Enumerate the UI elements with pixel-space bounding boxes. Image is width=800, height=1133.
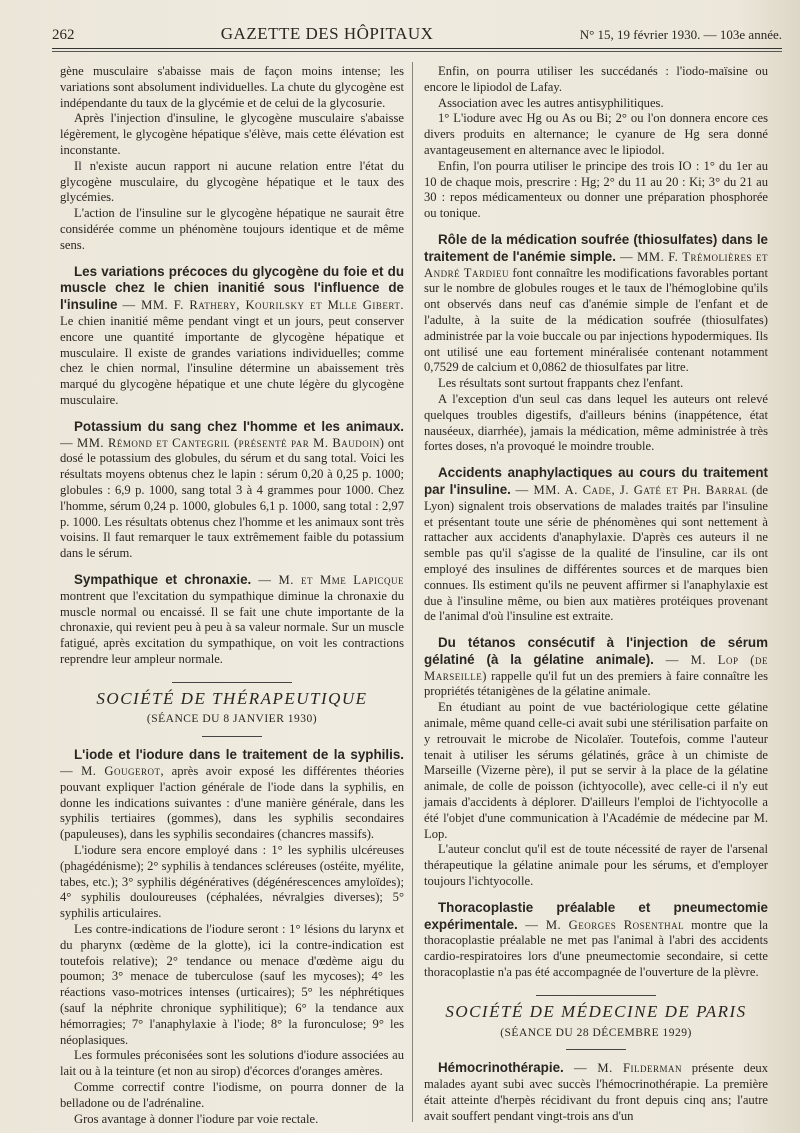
article-title: Hémocrinothérapie. <box>438 1060 564 1076</box>
header-rule <box>52 48 782 52</box>
article-paragraph <box>60 572 404 668</box>
article-title: Les variations précoces du glycogène du foie et du muscle chez le chien inanitié sous l'influence de l'insuline <box>60 263 404 313</box>
paragraph: L'action de l'insuline sur le glycogène hépatique ne saurait être considérée comme un phénomène toujours identique et de même sens. <box>60 206 404 252</box>
article-authors: — M. Filderman <box>563 1061 683 1076</box>
paragraph: Comme correctif contre l'iodisme, on pourra donner de la belladone ou de l'adrénaline. <box>60 1080 404 1110</box>
article <box>424 232 768 455</box>
article <box>424 635 768 890</box>
article-text: font connaître les modifications favorables portant sur le nombre de globules rouges et le taux de l'hémoglobine qu'ils ont observés dans neuf cas d'anémie simple de l'enfant et de l'adulte, à la suite de la médication soufrée (thiosulfates) administrée par la voie buccale ou par injections hypodermiques. Ils ont utilisé une eau fortement minéralisée contenant notamment 0,7529 de calcium et 0,0862 de thiosulfates par litre. <box>424 265 768 375</box>
article-title: L'iode et l'iodure dans le traitement de la syphilis. <box>74 747 404 763</box>
article-authors: — M. et Mme Lapicque <box>251 572 404 587</box>
paragraph: Gros avantage à donner l'iodure par voie rectale. <box>74 1111 319 1126</box>
article-authors: — M. Lop (de Marseille) <box>424 652 768 683</box>
article-title: Rôle de la médication soufrée (thiosulfates) dans le traitement de l'anémie simple. <box>424 231 768 264</box>
paragraph: Association avec les autres antisyphilitiques. <box>438 95 664 110</box>
article-text: présente deux malades ayant subi avec succès l'hémocrinothérapie. La première était atteinte d'herpès récidivant du front depuis cinq ans; l'autre avait souffert pendant vingt-trois ans d'un <box>424 1061 769 1123</box>
paragraph: Enfin, l'on pourra utiliser le principe des trois IO : 1° du 1er au 10 de chaque mois, prescrire : Hg; 2° du 11 au 20 : Ki; 3° du 21 au 30 : repos médicamenteux ou donner une préparation phosphorée ou tonique. <box>424 158 768 221</box>
paragraph: Enfin, on pourra utiliser les succédanés : l'iodo-maïsine ou encore le lipiodol de Lafay. <box>424 64 768 94</box>
article <box>60 419 404 562</box>
article-paragraph <box>424 465 768 625</box>
article-authors: — MM. Rémond et Cantegril (présenté par M. Baudoin) <box>60 435 385 450</box>
article-authors: — M. Georges Rosenthal <box>517 917 685 932</box>
society-heading <box>60 682 404 738</box>
society-session: (SÉANCE DU 8 JANVIER 1930) <box>146 713 318 726</box>
article-paragraph <box>424 1060 768 1124</box>
article-title: Thoracoplastie préalable et pneumectomie expérimentale. <box>424 899 768 932</box>
article <box>60 264 404 409</box>
article-paragraph <box>60 419 404 562</box>
article-title: Accidents anaphylactiques au cours du traitement par l'insuline. <box>424 465 768 497</box>
paragraph: Les formules préconisées sont les solutions d'iodure associées au lait ou à la teinture (et non au sirop) d'écorces d'oranges amères. <box>60 1048 404 1079</box>
right-column <box>424 64 768 1125</box>
divider <box>172 682 292 683</box>
article <box>60 572 404 668</box>
article-title: Du tétanos consécutif à l'injection de sérum gélatiné (à la gélatine animale). <box>424 635 768 667</box>
article-authors: — M. Gougerot, <box>60 764 165 779</box>
article-paragraph <box>424 635 768 700</box>
article-text: après avoir exposé les différentes théories pouvant expliquer l'action générale de l'iode dans la syphilis, en donne les indications suivantes : d'une manière générale, dans les syphilis tertiaires (gommes), dans les syphilis secondaires (papuleuses), dans les syphilis secondaires (chancres massifs). <box>60 764 405 842</box>
article-paragraph <box>424 900 768 981</box>
article-paragraph <box>424 232 768 376</box>
society-session: (SÉANCE DU 28 DÉCEMBRE 1929) <box>500 1026 692 1039</box>
paragraph: L'iodure sera encore employé dans : 1° les syphilis ulcéreuses (phagédénisme); 2° syphilis à tendances scléreuses (ostéite, myélite, tabes, etc.); 3° syphilis dégénératives (dégénérescences amyloïdes); 4° syphilis douloureuses (céphalées, névralgies diverses); 5° syphilis articulaires. <box>60 843 404 921</box>
page-header <box>52 24 782 46</box>
article-paragraph <box>60 747 404 843</box>
divider <box>566 1049 626 1050</box>
divider <box>536 995 656 996</box>
article-authors: — MM. F. Trémolières et André Tardieu <box>424 249 769 280</box>
paragraph: Après l'injection d'insuline, le glycogène musculaire s'abaisse légèrement, le glycogène hépatique s'élève, mais cette élévation est inconstante. <box>60 111 404 157</box>
left-column <box>60 64 404 1127</box>
article-text: montre que la thoracoplastie préalable ne met pas l'animal à l'abri des accidents cardio-respiratoires lors d'une pneumectomie secondaire, si cette thoracoplastie n'a pas été accompagnée de l'ouverture de la plèvre. <box>424 917 768 980</box>
article-title: Sympathique et chronaxie. <box>74 571 252 587</box>
article-text: Le chien inanitié même pendant vingt et un jours, peut conserver encore une quantité importante de glycogène hépatique et musculaire. Il existe de grandes variations individuelles; comme chez le chien normal, l'insuline détermine un abaissement très marqué du glycogène hépatique et une chute légère du glycogène musculaire. <box>60 313 404 407</box>
article-authors: — MM. A. Cade, J. Gaté et Ph. Barral <box>510 482 748 497</box>
article-paragraph <box>60 264 404 409</box>
article <box>424 465 768 625</box>
article <box>424 900 768 981</box>
issue-info: N° 15, 19 février 1930. — 103e année. <box>579 27 782 42</box>
article-text: rappelle qu'il fut un des premiers à faire connaître les propriétés tétanigènes de la gélatine animale. <box>424 668 768 699</box>
paragraph: Il n'existe aucun rapport ni aucune relation entre l'état du glycogène musculaire, du glycogène hépatique et le taux des glycémies. <box>60 158 404 205</box>
society-name: SOCIÉTÉ DE THÉRAPEUTIQUE <box>96 688 368 708</box>
paragraph: A l'exception d'un seul cas dans lequel les auteurs ont relevé quelques troubles digestifs, d'ailleurs bénins (inappétence, état nauséeux, diarrhée), jamais la médication, même administrée à très fortes doses, n'a provoqué le moindre trouble. <box>424 391 768 454</box>
column-divider <box>412 62 413 1122</box>
paragraph: Les contre-indications de l'iodure seront : 1° lésions du larynx et du pharynx (œdème de la glotte), ici la contre-indication est toutefois relative); 2° tendance ou menace d'œdème aigu du poumon; 3° menace de tuberculose (sauf les mycoses); 4° les réactions vaso-motrices intenses (urticaires); 5° les néphrétiques (sauf la néphrite chronique syphilitique); 6° la tendance aux hémorragies; 7° l'anaphylaxie à l'iode; 8° la furonculose; 9° les néoplasiques. <box>60 922 404 1047</box>
paragraph: L'auteur conclut qu'il est de toute nécessité de rayer de l'arsenal thérapeutique la gélatine animale pour les sérums, et d'employer toujours l'ichtyocolle. <box>424 842 768 889</box>
society-name: SOCIÉTÉ DE MÉDECINE DE PARIS <box>445 1001 747 1021</box>
article-text: ont dosé le potassium des globules, du sérum et du sang total. Voici les résultats moyens obtenus chez le lapin : sérum 0,20 à 0,25 p. 1000; globules : 6,9 p. 1000, sang total 3 à 4 grammes pour 1000. Chez l'homme, sérum 0,24 p. 1000, globules 6,1 p. 1000, sang total : 2,97 p. 1000. Les résultats obtenus chez l'homme et les animaux sont très voisins. Il faut remarquer le taux extrêmement faible du potassium dans le sérum. <box>60 435 404 561</box>
page-number: 262 <box>52 27 75 43</box>
article-text: (de Lyon) signalent trois observations de malades traités par l'insuline et présentant toute une série de phénomènes qui sont nettement à rattacher aux accidents d'anaphylaxie. D'après ces auteurs il ne semble pas qu'il s'agisse de la qualité de l'insuline, car ils ont employé des insulines de différentes sources et de marques bien connues. Ils estiment qu'ils ne peuvent affirmer si l'anaphylaxie est due à l'insuline même, ou bien aux matières protéiques provenant de l'animal d'où l'insuline est extraite. <box>424 482 768 624</box>
article-text: montrent que l'excitation du sympathique diminue la chronaxie du muscle normal ou encaissé. Il se fait une chute importante de la chronaxie, qui revient peu à peu à sa valeur normale. Sur un muscle fatigué, après excitation du sympathique, on voit les contractions reprendre leur ampleur normale. <box>60 588 404 666</box>
society-heading <box>424 995 768 1051</box>
paragraph: Les résultats sont surtout frappants chez l'enfant. <box>438 376 684 391</box>
paragraph: gène musculaire s'abaisse mais de façon moins intense; les variations sont absolument individuelles. La chute du glycogène est indépendante du taux de la glycémie et de celui de la glycosurie. <box>60 64 404 110</box>
divider <box>202 736 262 737</box>
journal-title: GAZETTE DES HÔPITAUX <box>220 24 434 43</box>
article-authors: — MM. F. Rathery, Kourilsky et Mlle Gibert. <box>122 298 404 313</box>
paragraph: 1° L'iodure avec Hg ou As ou Bi; 2° ou l'on donnera encore ces divers produits en alternance; le cyanure de Hg sera donné avantageusement en alternance avec le lipiodol. <box>424 111 768 157</box>
paragraph: En étudiant au point de vue bactériologique cette gélatine animale, même quand celle-ci avait subi une stérilisation parfaite on y retrouvait le microbe de Nicolaïer. Toutefois, comme l'auteur tenait à utiliser les sérums gélatinés, grâce à un chimiste de Marseille (Vizerne père), il put se servir à la place de la gélatine animale, de colle de poisson (ichtyocolle), avec celle-ci il n'y eut jamais d'accidents à déplorer. D'ailleurs l'emploi de l'ichtyocolle a été l'objet d'une communication à l'Académie de médecine par M. Lop. <box>424 700 768 841</box>
article <box>424 1060 768 1124</box>
article-title: Potassium du sang chez l'homme et les animaux. <box>74 418 404 434</box>
article <box>60 747 404 1127</box>
